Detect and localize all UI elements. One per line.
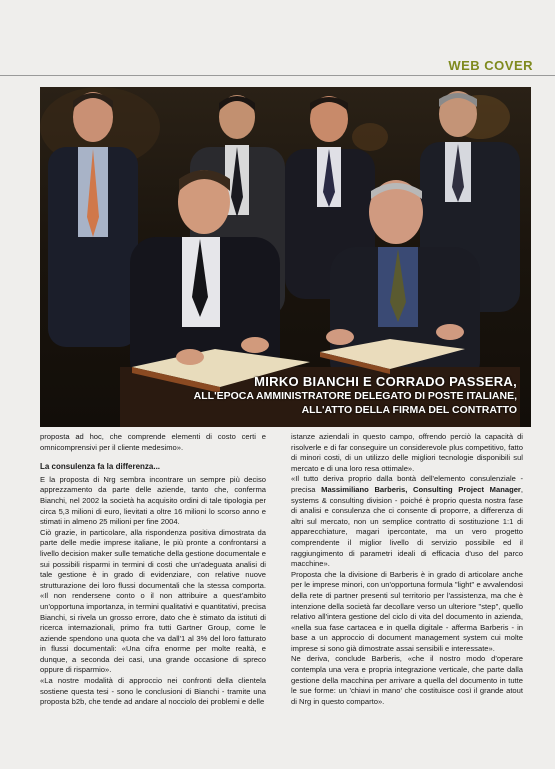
photo-caption bbox=[194, 375, 517, 417]
paragraph: «La nostre modalità di approccio nei confronti della clientela sostiene questa tesi - sono le conclusioni di Bianchi - tramite una proposta b2b, che tende ad andare al nocciolo dei problemi e delle bbox=[40, 676, 266, 707]
paragraph-with-name bbox=[291, 474, 523, 569]
person-name: Massimiliano Barberis, Consulting Project Manager bbox=[321, 484, 521, 494]
article-column-right bbox=[291, 432, 523, 707]
article-column-left bbox=[40, 432, 266, 708]
caption-line-3: ALL'ATTO DELLA FIRMA DEL CONTRATTO bbox=[301, 404, 517, 416]
paragraph-text: «Il tutto deriva proprio dalla bontà dell'elemento consulenziale - precisa bbox=[291, 474, 523, 494]
paragraph: proposta ad hoc, che comprende elementi di costo certi e omnicomprensivi per il cliente medesimo». bbox=[40, 432, 266, 452]
paragraph: E la proposta di Nrg sembra incontrare un sempre più deciso apprezzamento da parte delle aziende, tanto che, conferma Bianchi, nel 2002 la società ha acquisito ordini di tale tipologia per circa 5,3 milioni di euro, lievitati a oltre 16 milioni lo scorso anno e stimati in almeno 25 milioni per fine 2004. bbox=[40, 474, 266, 527]
paragraph-text: , systems & consulting division - poiché è proprio questa nostra fase di analisi e consulenza che ci consente di proporre, a differenza di altri sul mercato, non un semplice contratto di sostituzione 1:1 di apparecchiature, magari ipercontate, ma un vero progetto comprendente il miglior livello di servizio possibile ed il raggiungimento di parametri ideali di efficacia d'uso del parco macchine». bbox=[291, 484, 524, 569]
caption-line-2: ALL'EPOCA AMMINISTRATORE DELEGATO DI POSTE ITALIANE, bbox=[193, 390, 517, 402]
header-rule bbox=[0, 75, 555, 76]
section-subhead: La consulenza fa la differenza... bbox=[40, 462, 161, 472]
section-tag: WEB COVER bbox=[448, 58, 533, 73]
paragraph: Ciò grazie, in particolare, alla rispondenza positiva dimostrata da parte delle medie imprese italiane, le più pronte a confrontarsi a livello decision maker sulle tematiche della gestione documentale e sui possibili risparmi in termini di costi che un'adeguata analisi di tale gestione è in grado di evidenziare, con relative nuove strutturazione dei loro flussi documentali che la stessa comporta. «Il non rendersene conto o il non attribuire a quest'ambito un'opportuna importanza, in termini qualitativi e quantitativi, precisa Bianchi, si rivela un grosso errore, dato che è stimato da istituti di ricerca internazionali, primo fra tutti Gartner Group, come le aziende spendono una quota che va dall'1 al 3% del loro fatturato in flussi documentali: «Una cifra enorme per molte realtà, e dunque, a seconda dei casi, una grande occasione di spreco oppure di risparmio». bbox=[40, 527, 267, 675]
caption-line-1: MIRKO BIANCHI E CORRADO PASSERA, bbox=[254, 374, 517, 389]
paragraph: istanze aziendali in questo campo, offrendo perciò la capacità di risolverle e di far conseguire un considerevole plus competitivo, fatto di minori costi, di un utilizzo delle migliori tecnologie disponibili sul mercato e di una loro resa ottimale». bbox=[291, 432, 523, 473]
paragraph: Ne deriva, conclude Barberis, «che il nostro modo d'operare contempla una vera e propria integrazione verticale, che parte dalla gestione della macchina per arrivare a quella del documento in tutte le sue forme: un 'chiavi in mano' che costituisce così il grande atout di Nrg in questo comparto». bbox=[291, 654, 523, 706]
group-photo bbox=[40, 87, 531, 427]
paragraph: Proposta che la divisione di Barberis è in grado di articolare anche per le imprese minori, con un'opportuna formula "light" e avvalendosi della rete di partner presenti sul territorio per l'assistenza, ma che è intenzione della società far decollare verso un ulteriore "step", quello relativo all'intera gestione del ciclo di vita del documento in azienda, «nella sua fase cartacea e in quella digitale - afferma Barberis - in base a un approccio di document management system cui molte imprese si sono già dimostrate assai sensibili e interessate». bbox=[291, 569, 523, 653]
